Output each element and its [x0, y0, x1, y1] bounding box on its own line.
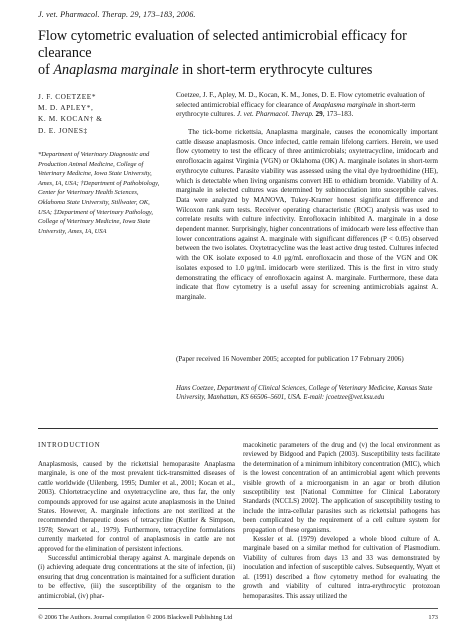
body-column-right — [243, 441, 440, 601]
affiliations: *Department of Veterinary Diagnostic and Production Animal Medicine, College of Veterinary Medicine, Iowa State University, Ames, IA, USA; †Department of Pathobiology, Center for Veterinary Health Sciences, Oklahoma State University, Stillwater, OK, USA; ‡Department of Veterinary Pathology, College of Veterinary Medicine, Iowa State University, Ames, IA, USA — [38, 151, 160, 235]
title-line-1: Flow cytometric evaluation of selected antimicrobial efficacy for clearance — [38, 28, 407, 61]
citation-text: Coetzee, J. F., Apley, M. D., Kocan, K. M., Jones, D. E. Flow cytometric evaluation of selected antimicrobial efficacy for clearance of — [176, 91, 425, 109]
citation-volume: 29 — [313, 110, 323, 119]
section-heading-introduction: INTRODUCTION — [38, 441, 101, 449]
section-divider — [38, 428, 438, 429]
abstract-text: The tick-borne rickettsia, Anaplasma marginale, causes the economically important cattle disease anaplasmosis. Once infected, cattle remain lifelong carriers. Herein, we used flow cytometry to test the efficacy of three antimicrobials; oxytetracycline, imidocarb and enrofloxacin against Virginia (VGN) or Oklahoma (OK) A. marginale isolates in short-term erythrocyte cultures. Parasite viability was assessed using the vital dye hydroethidine (HE), which is detectable when living organisms convert HE to ethidium bromide. Viability of A. marginale in selected cultures was determined by subinoculation into susceptible calves. Data were analyzed by MANOVA, Tukey-Kramer honest significant difference and Wilcoxon rank sum tests. Receiver operating characteristic (ROC) analysis was used to correlate results with culture infectivity. Enrofloxacin inhibited A. marginale in a dose dependent manner. Surprisingly, higher concentrations of imidocarb were less effective than lower concentrations against A. marginale with significant differences (P < 0.05) observed between the two isolates. Oxytetracycline was the least active drug tested. Cultures infected with the OK isolate exposed to 4.0 μg/mL enrofloxacin and those of the VGN and OK isolates exposed to 1.0 μg/mL imidocarb were sterilized. This is the first in vitro study demonstrating the efficacy of enrofloxacin against A. marginale. Furthermore, these data indicate that flow cytometry is a useful assay for screening antimicrobials against A. marginale. — [176, 128, 438, 301]
abstract — [176, 128, 438, 303]
intro-paragraph-1: Anaplasmosis, caused by the rickettsial hemoparasite Anaplasma marginale, is one of the most prevalent tick-transmitted diseases of cattle worldwide (Uilenberg, 1995; Dumler et al., 2001; Kocan et al., 2003). Chlortetracycline and oxytetracycline are, thus far, the only compounds approved for use against acute anaplasmosis in the United States. However, A. marginale infections are not sterilized at the recommended therapeutic doses of tetracycline (Kuttler & Simpson, 1978; Stewart et al., 1979). Furthermore, tetracycline formulations currently marketed for control of anaplasmosis in cattle are not approved for the elimination of persistent infections. — [38, 461, 235, 553]
article-title — [38, 28, 458, 79]
author-1: J. F. COETZEE* — [38, 92, 97, 101]
citation-block — [176, 91, 436, 120]
citation-species: Anaplasma marginale — [312, 100, 377, 109]
running-head: J. vet. Pharmacol. Therap. 29, 173–183, 2006. — [38, 10, 196, 19]
title-line-2-post: in short-term erythrocyte cultures — [178, 62, 373, 78]
citation-text-2: in short-term erythrocyte cultures. — [176, 100, 416, 119]
author-3: K. M. KOCAN† & — [38, 114, 103, 124]
intro-paragraph-4: Kessler et al. (1979) developed a whole blood culture of A. marginale based on a similar method for cultivation of Plasmodium. Viability of cultures from days 13 and 33 was demonstrated by inoculation and infection of susceptible calves. Subsequently, Wyatt et al. (1991) described a flow cytometry method for evaluating the growth and viability of cultured intra-erythrocytic protozoan hemoparasites. This assay utilized the — [243, 536, 440, 600]
author-2: M. D. APLEY*, — [38, 103, 94, 113]
author-list — [38, 91, 156, 136]
intro-paragraph-3: macokinetic parameters of the drug and (v) the local environment as reviewed by Bidgood and Papich (2003). Susceptibility tests facilitate the determination of a minimum inhibitory concentration (MIC), which is the lowest concentration of an antimicrobial agent which prevents visible growth of a microorganism in an agar or broth dilution susceptibility test [National Committee for Clinical Laboratory Standards (NCCLS) 2002]. The application of susceptibility testing to include the intra-cellular parasites such as rickettsial pathogens has been complicated by the requirement of a cell culture system for propagation of these organisms. — [243, 442, 440, 534]
author-4: D. E. JONES‡ — [38, 125, 88, 135]
intro-paragraph-2: Successful antimicrobial therapy against A. marginale depends on (i) achieving adequate drug concentrations at the site of infection, (ii) ensuring that drug concentration is maintained for a sufficient duration to be effective, (iii) the susceptibility of the organism to the antimicrobial, (iv) phar- — [38, 555, 235, 600]
footer-divider — [38, 608, 438, 609]
correspondence: Hans Coetzee, Department of Clinical Sciences, College of Veterinary Medicine, Kansas State University, Manhattan, KS 66506–5601, USA. E-mail: jcoetzee@vet.ksu.edu — [176, 385, 433, 402]
citation-journal: J. vet. Pharmacol. Therap. — [236, 110, 314, 119]
copyright-line: © 2006 The Authors. Journal compilation © 2006 Blackwell Publishing Ltd — [38, 614, 233, 621]
received-dates: (Paper received 16 November 2005; accepted for publication 17 February 2006) — [176, 355, 404, 363]
title-species: Anaplasma marginale — [53, 62, 179, 78]
page-number: 173 — [428, 614, 438, 621]
title-line-2-pre: of — [38, 62, 54, 78]
citation-pages: , 173–183. — [322, 110, 354, 119]
body-column-left — [38, 460, 235, 601]
